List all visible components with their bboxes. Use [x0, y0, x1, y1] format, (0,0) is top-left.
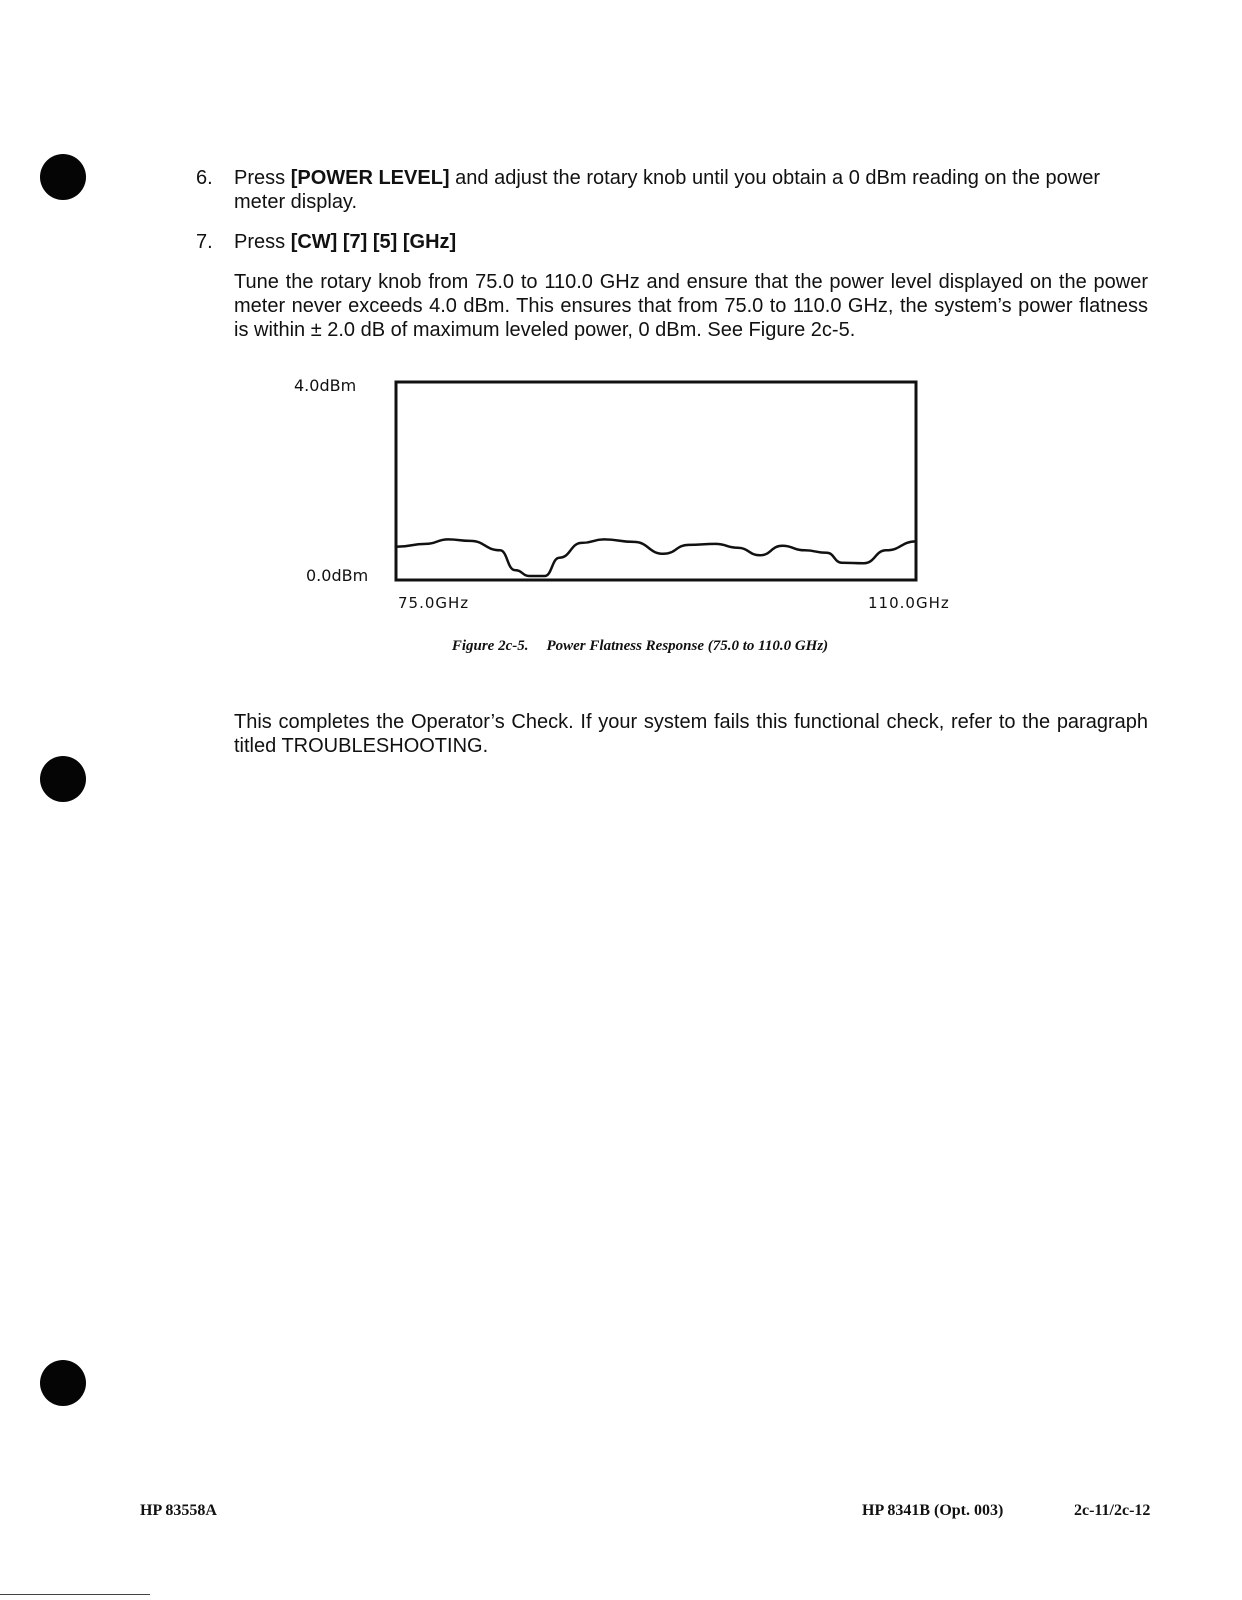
power-trace-line [396, 539, 916, 576]
step-7-paragraph: Tune the rotary knob from 75.0 to 110.0 GHz and ensure that the power level displayed on the power meter never exceeds 4.0 dBm. This ensures that from 75.0 to 110.0 GHz, the system’s power flatness is within ± 2.0 dB of maximum leveled power, 0 dBm. See Figure 2c-5. [234, 271, 1148, 341]
plot-frame [396, 382, 916, 580]
power-flatness-figure [290, 376, 990, 680]
footer-page: 2c-11/2c-12 [1074, 1502, 1151, 1519]
y-top-label: 4.0dBm [294, 376, 357, 395]
step-number: 6. [196, 167, 213, 189]
y-bottom-label: 0.0dBm [306, 566, 369, 585]
power-flatness-chart [290, 380, 990, 610]
step-text: and adjust the rotary knob until you obtain a 0 dBm reading on the power meter display. [234, 167, 1101, 213]
figure-label: Figure 2c-5. [451, 638, 529, 654]
x-start-label: 75.0GHz [398, 594, 470, 612]
key-power-level: [POWER LEVEL] [290, 167, 450, 189]
binder-hole-bottom [40, 1360, 86, 1406]
bottom-rule [0, 1594, 150, 1595]
key-sequence: [CW] [7] [5] [GHz] [290, 231, 457, 253]
closing-paragraph: This completes the Operator’s Check. If your system fails this functional check, refer to the paragraph titled TROUBLESHOOTING. [234, 711, 1148, 757]
figure-caption-text: Power Flatness Response (75.0 to 110.0 GHz) [546, 638, 829, 654]
step-press: Press [234, 231, 286, 253]
step-number: 7. [196, 231, 213, 253]
binder-hole-middle [40, 756, 86, 802]
binder-hole-top [40, 154, 86, 200]
footer-left: HP 83558A [140, 1502, 217, 1519]
figure-caption [290, 638, 990, 655]
step-7 [196, 230, 1148, 254]
footer-model: HP 8341B (Opt. 003) [862, 1502, 1004, 1519]
step-6 [196, 166, 1148, 214]
x-end-label: 110.0GHz [868, 594, 950, 612]
step-press: Press [234, 167, 286, 189]
procedure-steps [196, 166, 1148, 342]
